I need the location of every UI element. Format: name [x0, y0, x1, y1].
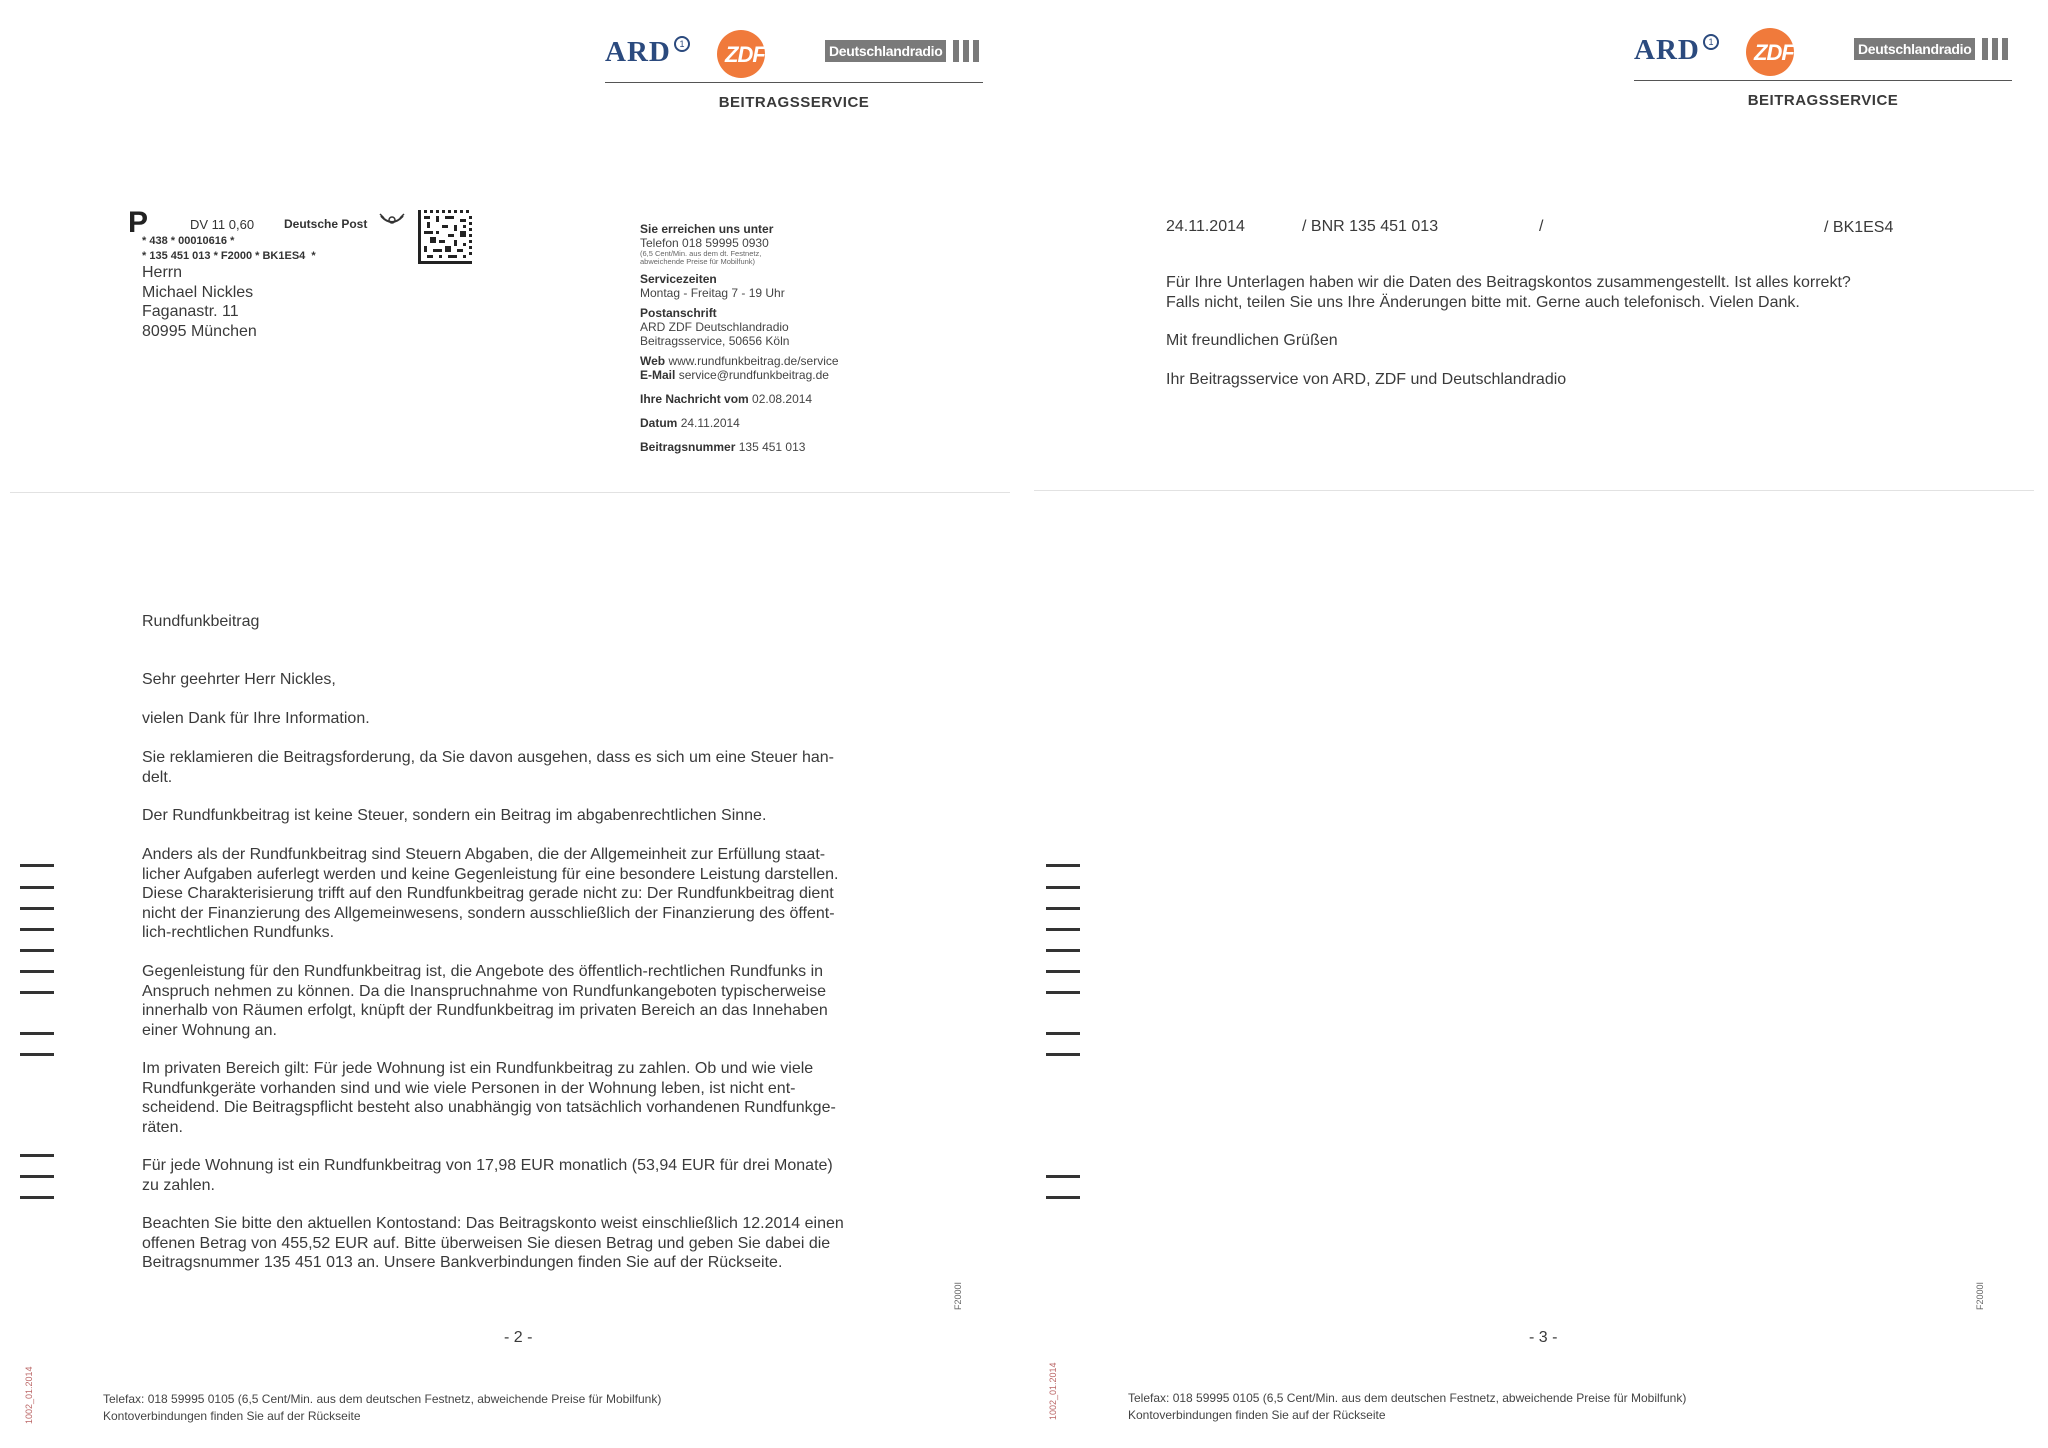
- contact-web-link[interactable]: www.rundfunkbeitrag.de/service: [668, 354, 839, 368]
- footer-bank-note: Kontoverbindungen finden Sie auf der Rückseite: [1128, 1408, 1386, 1422]
- datamatrix-code-icon: [418, 210, 472, 264]
- contact-postal-1: ARD ZDF Deutschlandradio: [640, 320, 789, 334]
- beitragsservice-title: BEITRAGSSERVICE: [1747, 92, 1899, 109]
- contact-hours-label: Servicezeiten: [640, 272, 717, 286]
- reference-bnr: / BNR 135 451 013: [1302, 218, 1439, 235]
- text-line: innerhalb von Räumen erfolgt, knüpft der Rundfunkbeitrag im privaten Bereich an das Innehaben: [142, 1002, 828, 1019]
- contact-number: 135 451 013: [738, 440, 806, 454]
- text-line: Anders als der Rundfunkbeitrag sind Steuern Abgaben, die der Allgemeinheit zur Erfüllung staat-: [142, 846, 826, 863]
- post-horn-icon: [379, 212, 405, 230]
- contact-date: 24.11.2014: [680, 416, 740, 430]
- contact-msg-label: Ihre Nachricht vom: [640, 392, 749, 406]
- beitragsservice-logo: [605, 32, 983, 120]
- text-line: Der Rundfunkbeitrag ist keine Steuer, sondern ein Beitrag im abgabenrechtlichen Sinne.: [142, 807, 767, 824]
- page-footer: [1128, 1390, 1686, 1424]
- contact-hours: Montag - Freitag 7 - 19 Uhr: [640, 286, 785, 300]
- text-line: einer Wohnung an.: [142, 1021, 277, 1039]
- document-code-vertical: 1002_01.2014: [24, 1366, 34, 1424]
- page-number: - 2 -: [504, 1329, 533, 1346]
- text-line: Gegenleistung für den Rundfunkbeitrag ist, die Angebote des öffentlich-rechtlichen Rundfunks in: [142, 963, 824, 980]
- text-line: Anspruch nehmen zu können. Da die Inanspruchnahme von Rundfunkangeboten typischerweise: [142, 982, 826, 1000]
- footer-fax: Telefax: 018 59995 0105 (6,5 Cent/Min. aus dem deutschen Festnetz, abweichende Preise für Mobilfunk): [103, 1392, 662, 1406]
- letter-paragraph-2: [142, 748, 902, 787]
- beitragsservice-logo: [1634, 30, 2012, 118]
- form-code-vertical: F2000I: [953, 1281, 963, 1310]
- contact-email-label: E-Mail: [640, 368, 676, 382]
- form-code-vertical: F2000I: [1975, 1281, 1985, 1310]
- notice-line-2: Falls nicht, teilen Sie uns Ihre Änderungen bitte mit. Gerne auch telefonisch. Vielen Dank.: [1166, 294, 1800, 311]
- reference-slash: /: [1539, 218, 1544, 235]
- ard-logo-text: ARD: [605, 36, 671, 68]
- contact-postal-2: Beitragsservice, 50656 Köln: [640, 334, 790, 348]
- contact-number-label: Beitragsnummer: [640, 440, 736, 454]
- contact-phone: Telefon 018 59995 0930: [640, 236, 769, 250]
- page-divider: [1034, 490, 2034, 491]
- text-line: nicht der Finanzierung des Allgemeinwesens, sondern ausschließlich der Finanzierung des öffent-: [142, 904, 835, 922]
- text-line: delt.: [142, 768, 173, 786]
- zdf-logo-text: ZDF: [725, 42, 765, 67]
- letter-paragraph-7: [142, 1156, 902, 1195]
- address-street: Faganastr. 11: [142, 303, 239, 320]
- closing-regards: Mit freundlichen Grüßen: [1166, 332, 1338, 349]
- letter-paragraph-8: [142, 1214, 902, 1273]
- omr-marks: [20, 864, 54, 1204]
- footer-fax: Telefax: 018 59995 0105 (6,5 Cent/Min. aus dem deutschen Festnetz, abweichende Preise für Mobilfunk): [1128, 1391, 1687, 1405]
- text-line: räten.: [142, 1118, 183, 1136]
- page-divider: [10, 492, 1010, 493]
- contact-msg-date: 02.08.2014: [752, 392, 813, 406]
- text-line: Diese Charakterisierung trifft auf den Rundfunkbeitrag gerade nicht zu: Der Rundfunkbeitrag dient: [142, 885, 834, 902]
- text-line: offenen Betrag von 455,52 EUR auf. Bitte überweisen Sie diesen Betrag und geben Sie dabei die: [142, 1234, 831, 1252]
- text-line: Beitragsnummer 135 451 013 an. Unsere Bankverbindungen finden Sie auf der Rückseite.: [142, 1254, 783, 1271]
- contact-info-block: [640, 222, 900, 460]
- text-line: Beachten Sie bitte den aktuellen Kontostand: Das Beitragskonto weist einschließlich 12.2014 einen: [142, 1215, 844, 1232]
- letter-paragraph-5: [142, 962, 902, 1040]
- document-code-vertical: 1002_01.2014: [1048, 1362, 1058, 1420]
- zdf-logo-text: ZDF: [1754, 40, 1794, 65]
- franking-code-line-2: * 135 451 013 * F2000 * BK1ES4 *: [142, 250, 316, 262]
- franking-dv: DV 11 0,60: [190, 217, 255, 232]
- letter-paragraph-6: [142, 1059, 902, 1137]
- reference-date: 24.11.2014: [1166, 218, 1245, 235]
- footer-bank-note: Kontoverbindungen finden Sie auf der Rückseite: [103, 1409, 361, 1423]
- franking-code-line-1: * 438 * 00010616 *: [142, 235, 235, 247]
- contact-phone-note-1: (6,5 Cent/Min. aus dem dt. Festnetz,: [640, 249, 762, 258]
- text-line: licher Aufgaben auferlegt werden und keine Gegenleistung für eine besondere Leistung darstellen.: [142, 865, 839, 883]
- page-number: - 3 -: [1529, 1329, 1558, 1346]
- text-line: Im privaten Bereich gilt: Für jede Wohnung ist ein Rundfunkbeitrag zu zahlen. Ob und wie viele: [142, 1060, 814, 1077]
- letter-paragraph-3: [142, 806, 902, 826]
- ard-logo-text: ARD: [1634, 34, 1700, 66]
- franking-p: P: [128, 206, 149, 239]
- deutschlandradio-bars-icon: [1982, 38, 2012, 60]
- deutschlandradio-logo-text: Deutschlandradio: [825, 40, 946, 62]
- omr-marks: [1046, 864, 1080, 1204]
- reference-code: / BK1ES4: [1824, 219, 1894, 236]
- contact-date-label: Datum: [640, 416, 678, 430]
- ard-one-icon: 1: [674, 36, 690, 52]
- text-line: zu zahlen.: [142, 1176, 215, 1194]
- notice-line-1: Für Ihre Unterlagen haben wir die Daten des Beitragskontos zusammengestellt. Ist alles korrekt?: [1166, 274, 1851, 291]
- text-line: Rundfunkgeräte vorhanden sind und wie viele Personen in der Wohnung leben, ist nicht ent-: [142, 1079, 796, 1097]
- deutschlandradio-bars-icon: [953, 40, 983, 62]
- contact-phone-note-2: abweichende Preise für Mobilfunk): [640, 257, 756, 266]
- address-salutation: Herrn: [142, 264, 183, 281]
- contact-postal-label: Postanschrift: [640, 306, 717, 320]
- letter-greeting: Sehr geehrter Herr Nickles,: [142, 671, 336, 688]
- deutschlandradio-logo-text: Deutschlandradio: [1854, 38, 1975, 60]
- contact-web-label: Web: [640, 354, 666, 368]
- text-line: scheidend. Die Beitragspflicht besteht also unabhängig von tatsächlich vorhandenen Rundfunkge-: [142, 1099, 836, 1116]
- address-city: 80995 München: [142, 322, 257, 340]
- letter-page-3: [1024, 0, 2048, 1448]
- closing-signature: Ihr Beitragsservice von ARD, ZDF und Deutschlandradio: [1166, 371, 1567, 388]
- contact-reach-label: Sie erreichen uns unter: [640, 222, 774, 236]
- text-line: Für jede Wohnung ist ein Rundfunkbeitrag von 17,98 EUR monatlich (53,94 EUR für drei Monate): [142, 1157, 833, 1174]
- letter-paragraph-4: [142, 845, 902, 943]
- text-line: lich-rechtlichen Rundfunks.: [142, 924, 335, 941]
- page-footer: [103, 1391, 661, 1425]
- franking-code: [142, 234, 316, 264]
- text-line: Sie reklamieren die Beitragsforderung, da Sie davon ausgehen, dass es sich um eine Steuer han-: [142, 749, 834, 766]
- ard-one-icon: 1: [1703, 34, 1719, 50]
- letter-paragraph-1: vielen Dank für Ihre Information.: [142, 710, 370, 727]
- logo-divider: [1634, 80, 2012, 81]
- franking-deutsche-post: Deutsche Post: [284, 217, 368, 231]
- recipient-address: [142, 263, 257, 341]
- logo-divider: [605, 82, 983, 83]
- beitragsservice-title: BEITRAGSSERVICE: [718, 94, 870, 111]
- address-name: Michael Nickles: [142, 283, 254, 301]
- contact-email-link[interactable]: service@rundfunkbeitrag.de: [678, 368, 829, 382]
- letter-subject: Rundfunkbeitrag: [142, 613, 260, 630]
